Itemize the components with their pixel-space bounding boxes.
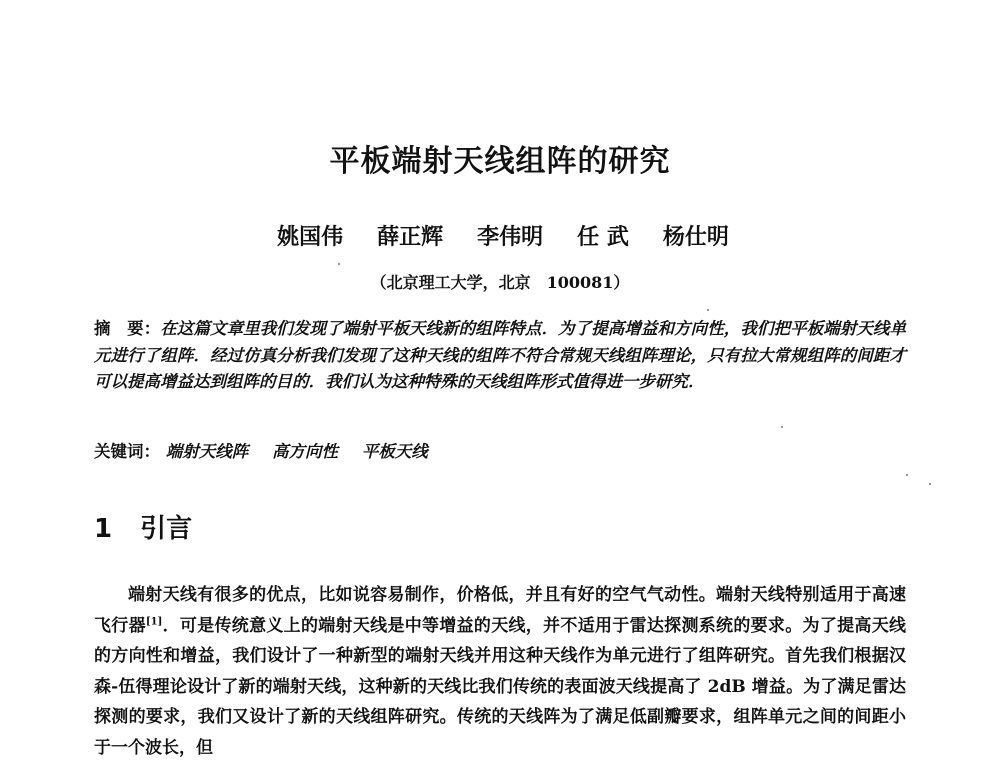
- section-number: 1: [94, 514, 113, 544]
- scan-speck: [338, 263, 340, 265]
- author-list: [0, 222, 1000, 252]
- body-text-part: 端射天线有很多的优点，比如说容易制作，价格低，并且有好的空气气动性。端射天线特别适用于高速飞行器: [94, 585, 906, 636]
- author-name: 李伟明: [477, 224, 544, 250]
- keyword: 高方向性: [272, 442, 338, 461]
- scan-speck: [781, 426, 783, 428]
- author-name: 薛正辉: [377, 224, 444, 250]
- scan-speck: [929, 483, 931, 485]
- body-text-part: ．可是传统意义上的端射天线是中等增益的天线，并不适用于雷达探测系统的要求。为了提高天线的方向性和增益，我们设计了一种新型的端射天线并用这种天线作为单元进行了组阵研究。首先我们根据汉森-伍得理论设计了新的端射天线，这种新的天线比我们传统的表面波天线提高了 2dB 增益。为了满足雷达探测的要求，我们又设计了新的天线组阵研究。传统的天线阵为了满足低副瓣要求，组阵单元之间的间距小于一个波长，但: [94, 615, 907, 758]
- author-name: 杨仕明: [662, 224, 729, 250]
- keyword: 端射天线阵: [165, 442, 249, 461]
- keywords-label: 关键词：: [94, 442, 160, 461]
- body-paragraph: [94, 580, 906, 763]
- author-name: 任 武: [577, 224, 629, 250]
- abstract: [94, 316, 906, 396]
- keyword: 平板天线: [361, 442, 428, 461]
- scan-speck: [707, 309, 709, 311]
- affiliation: （北京理工大学，北京 100081）: [370, 273, 630, 292]
- body-text: [94, 580, 906, 763]
- abstract-text: 在这篇文章里我们发现了端射平板天线新的组阵特点．为了提高增益和方向性，我们把平板端射天线单元进行了组阵．经过仿真分析我们发现了这种天线的组阵不符合常规天线组阵理论，只有拉大常规组阵的间距才可以提高增益达到组阵的目的．我们认为这种特殊的天线组阵形式值得进一步研究．: [94, 319, 907, 391]
- section-heading: [94, 512, 192, 546]
- citation-ref[interactable]: [1]: [145, 615, 163, 627]
- keywords: [94, 440, 906, 464]
- abstract-label: 摘 要：: [94, 319, 161, 338]
- section-title: 引言: [140, 514, 193, 544]
- scan-speck: [906, 474, 908, 476]
- paper-title: 平板端射天线组阵的研究: [329, 144, 671, 179]
- author-name: 姚国伟: [277, 224, 344, 250]
